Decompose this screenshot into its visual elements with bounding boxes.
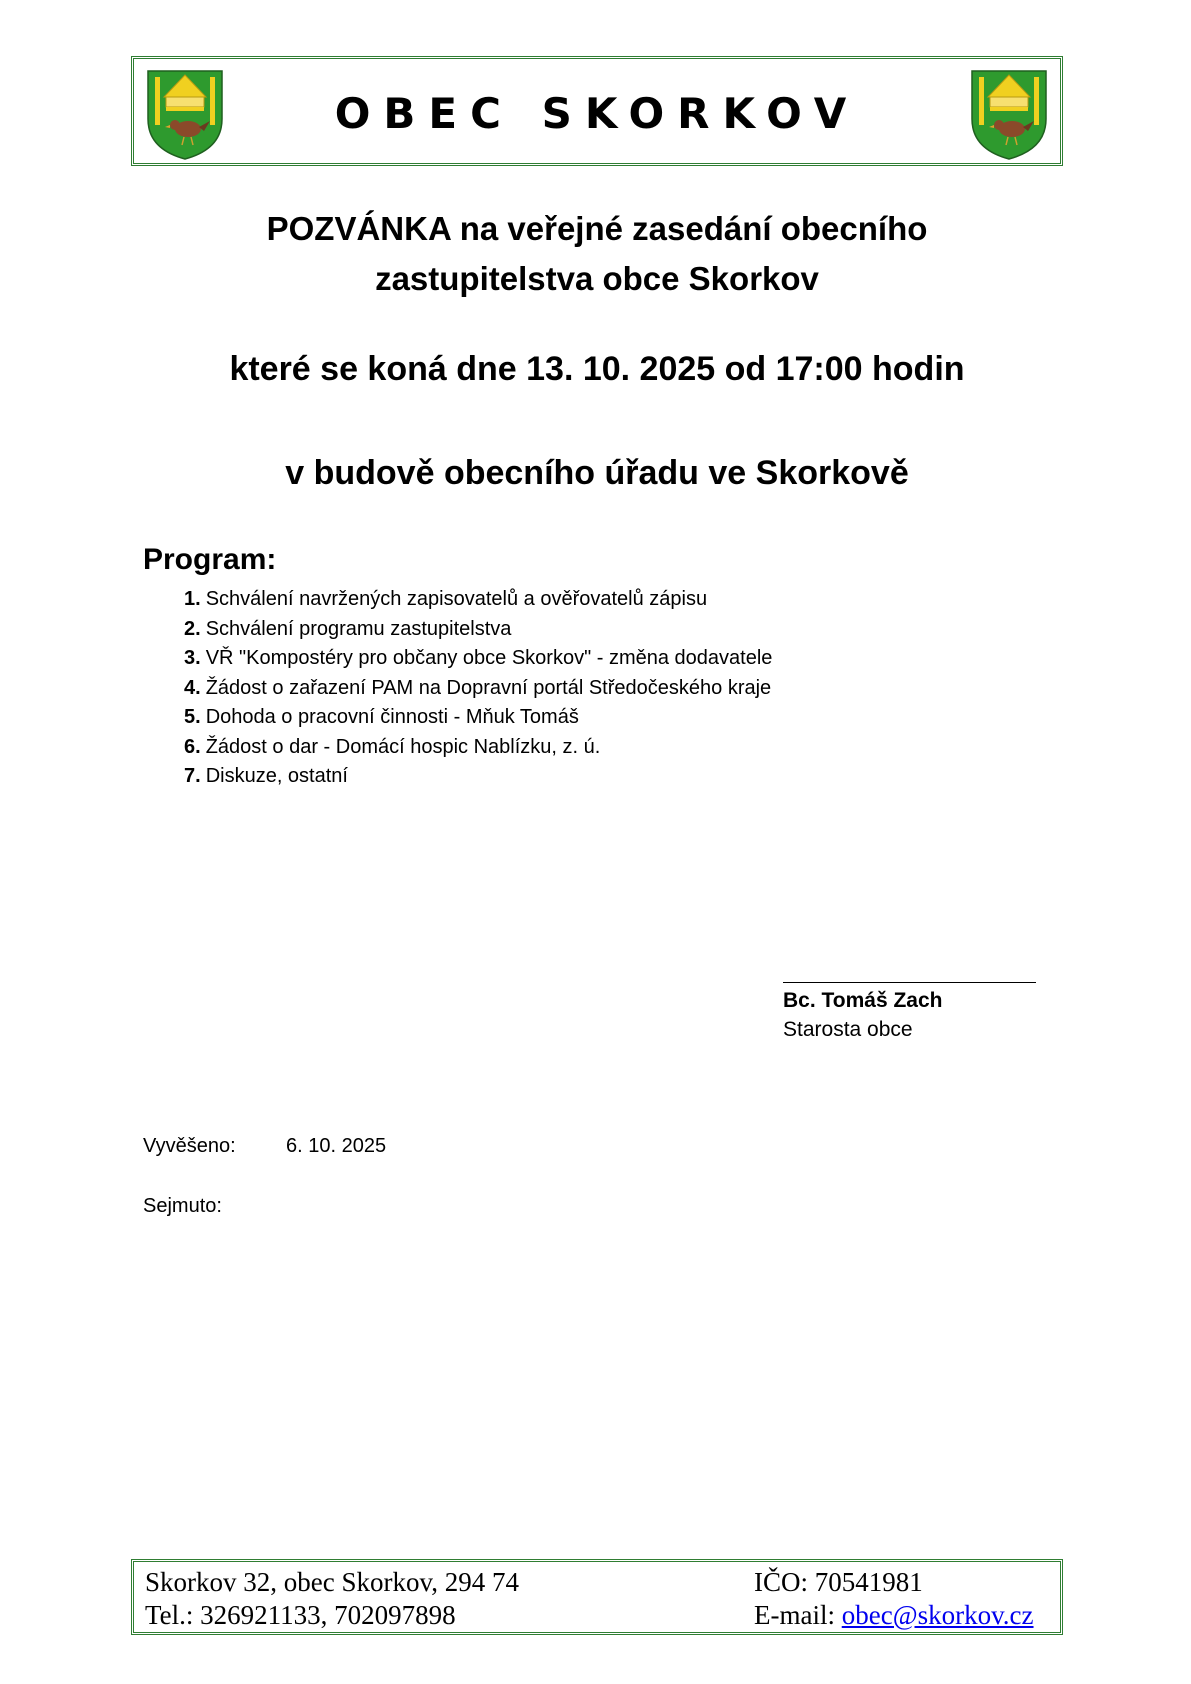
item-number: 5. — [184, 706, 201, 728]
invitation-title — [131, 204, 1063, 304]
invitation-title-line2: zastupitelstva obce Skorkov — [375, 260, 819, 297]
footer-box — [131, 1559, 1063, 1635]
header-box — [131, 56, 1063, 166]
item-text: VŘ "Kompostéry pro občany obce Skorkov" - změna dodavatele — [205, 647, 773, 669]
removed-label: Sejmuto: — [143, 1195, 222, 1217]
item-text: Dohoda o pracovní činnosti - Mňuk Tomáš — [205, 706, 579, 728]
item-number: 6. — [184, 735, 201, 758]
email-link[interactable]: obec@skorkov.cz — [841, 1600, 1034, 1630]
item-number: 1. — [184, 588, 201, 610]
item-number: 2. — [184, 617, 201, 640]
footer-phone: Tel.: 326921133, 702097898 — [145, 1600, 456, 1630]
posted-date: 6. 10. 2025 — [286, 1135, 387, 1157]
email-label: E-mail: — [754, 1600, 842, 1630]
meeting-location: v budově obecního úřadu ve Skorkově — [285, 454, 909, 492]
program-list — [184, 585, 772, 792]
item-text: Žádost o zařazení PAM na Dopravní portál Středočeského kraje — [205, 676, 772, 699]
footer-ico: IČO: 70541981 — [754, 1567, 923, 1597]
program-heading: Program: — [143, 543, 277, 576]
item-text: Schválení programu zastupitelstva — [205, 617, 512, 640]
signatory-role: Starosta obce — [783, 1018, 913, 1041]
org-title: OBEC SKORKOV — [334, 89, 860, 138]
item-text: Žádost o dar - Domácí hospic Nablízku, z. ú. — [205, 735, 601, 758]
signatory-name: Bc. Tomáš Zach — [783, 989, 943, 1012]
list-item — [184, 762, 772, 792]
list-item — [184, 585, 772, 615]
list-item — [184, 615, 772, 645]
footer-address: Skorkov 32, obec Skorkov, 294 74 — [145, 1567, 519, 1597]
meeting-date-time: které se koná dne 13. 10. 2025 od 17:00 hodin — [229, 350, 965, 388]
list-item — [184, 703, 772, 733]
list-item — [184, 644, 772, 674]
list-item — [184, 733, 772, 763]
item-number: 7. — [184, 765, 201, 787]
posted-label: Vyvěšeno: — [143, 1135, 236, 1157]
footer-email — [754, 1600, 1034, 1631]
item-number: 3. — [184, 647, 201, 669]
signature-line — [783, 982, 1036, 983]
item-number: 4. — [184, 676, 201, 699]
invitation-title-line1: POZVÁNKA na veřejné zasedání obecního — [266, 210, 928, 247]
item-text: Diskuze, ostatní — [205, 765, 348, 787]
item-text: Schválení navržených zapisovatelů a ověřovatelů zápisu — [205, 588, 708, 610]
coat-of-arms-icon — [968, 67, 1050, 161]
list-item — [184, 674, 772, 704]
